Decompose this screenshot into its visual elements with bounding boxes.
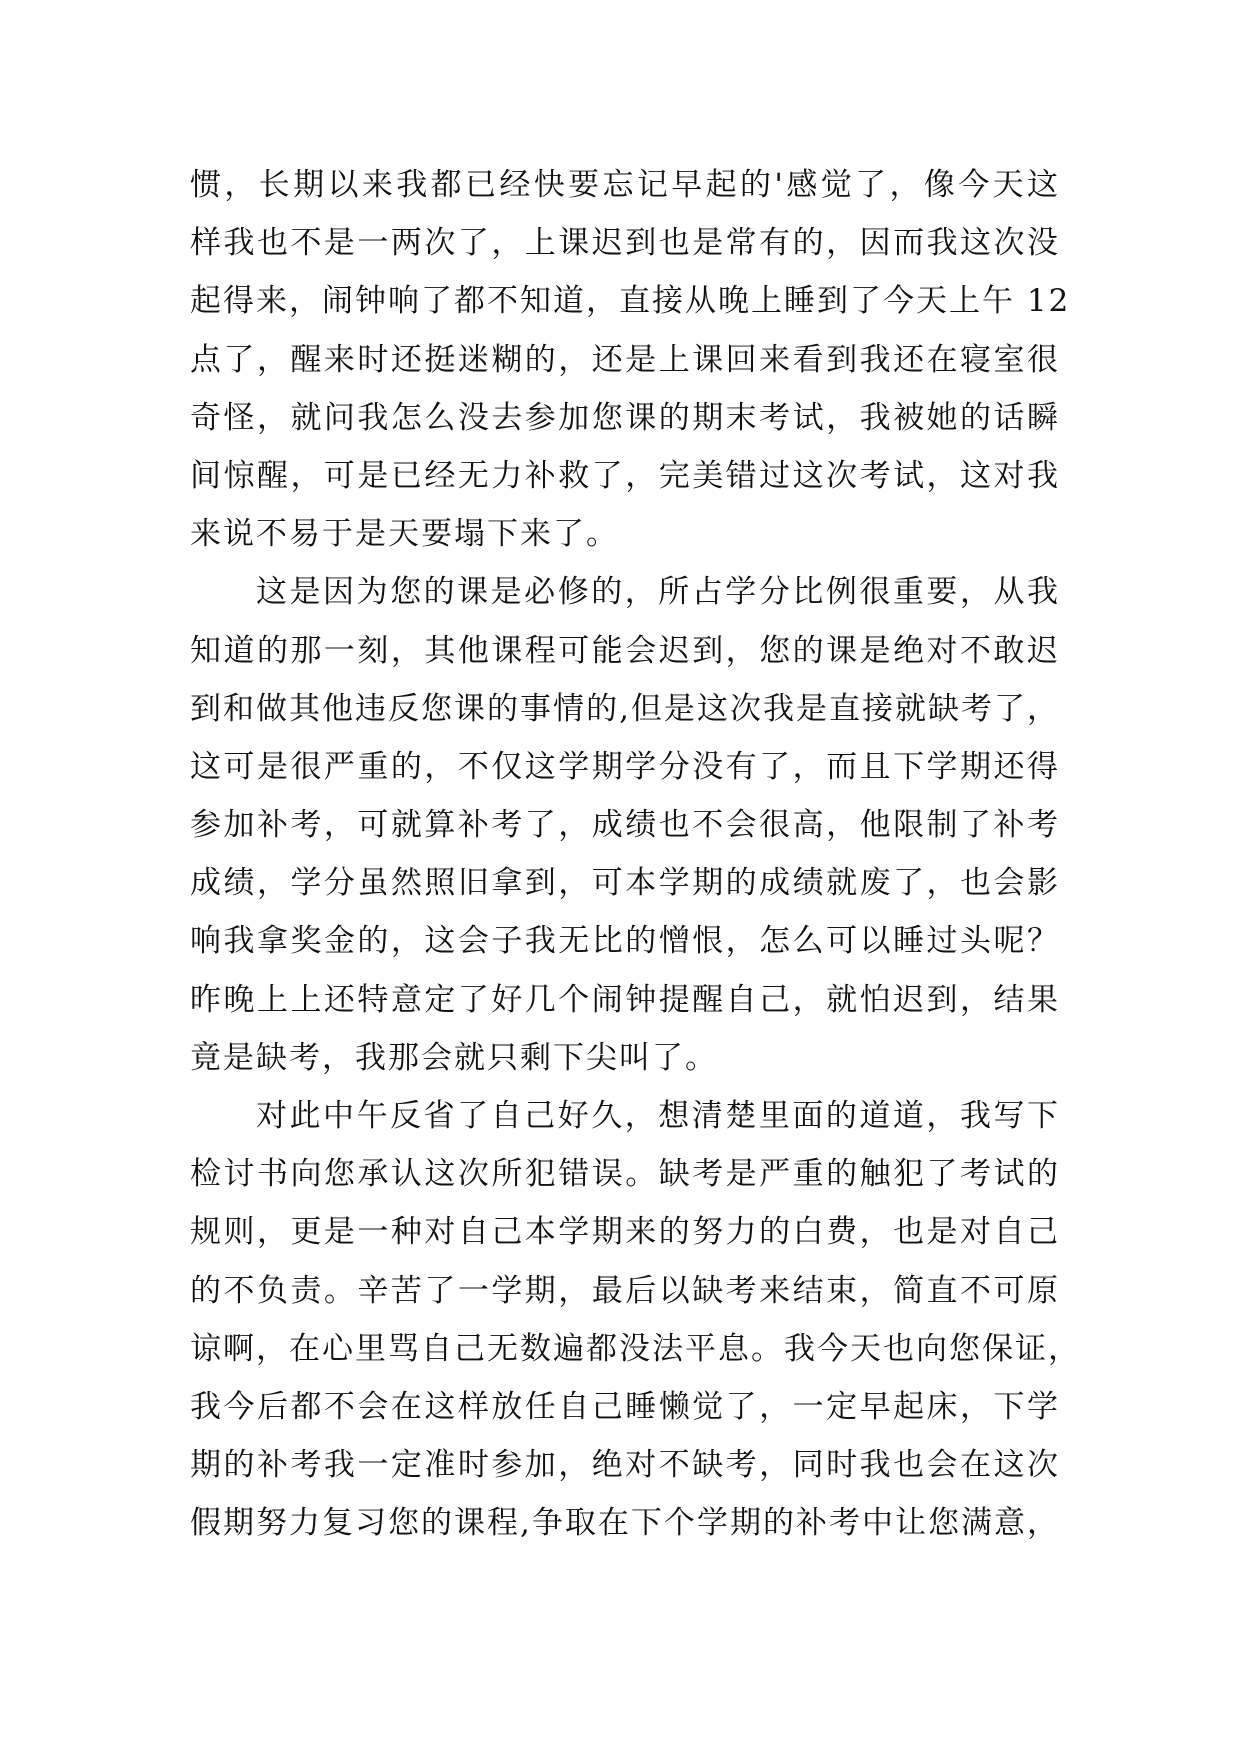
paragraph-1-line-7: 来说不易于是天要塌下来了。: [190, 516, 619, 553]
paragraph-3-line-2: 检讨书向您承认这次所犯错误。缺考是严重的触犯了考试的: [190, 1156, 1060, 1193]
paragraph-2-line-4: 这可是很严重的，不仅这学期学分没有了，而且下学期还得: [190, 748, 1060, 785]
paragraph-3-line-5: 谅啊，在心里骂自己无数遍都没法平息。我今天也向您保证，: [190, 1330, 1081, 1367]
paragraph-3-line-1: 对此中午反省了自己好久，想清楚里面的道道，我写下: [256, 1098, 1060, 1134]
paragraph-1-line-6: 间惊醒，可是已经无力补救了，完美错过这次考试，这对我: [190, 457, 1060, 494]
paragraph-1-line-4: 点了，醒来时还挺迷糊的，还是上课回来看到我还在寝室很: [190, 341, 1060, 378]
paragraph-2-line-2: 知道的那一刻，其他课程可能会迟到，您的课是绝对不敢迟: [190, 632, 1060, 669]
paragraph-1-line-2: 样我也不是一两次了，上课迟到也是常有的，因而我这次没: [190, 225, 1060, 262]
paragraph-2-line-8: 昨晚上上还特意定了好几个闹钟提醒自己，就怕迟到，结果: [190, 981, 1060, 1018]
paragraph-2-line-9: 竟是缺考，我那会就只剩下尖叫了。: [190, 1039, 718, 1076]
paragraph-3-line-7: 期的补考我一定准时参加，绝对不缺考，同时我也会在这次: [190, 1447, 1060, 1484]
paragraph-1-line-1: 惯，长期以来我都已经快要忘记早起的'感觉了，像今天这: [190, 167, 1060, 203]
paragraph-3-line-6: 我今后都不会在这样放任自己睡懒觉了，一定早起床，下学: [190, 1388, 1060, 1425]
paragraph-2-line-3: 到和做其他违反您课的事情的,但是这次我是直接就缺考了，: [190, 690, 1060, 727]
paragraph-3-line-4: 的不负责。辛苦了一学期，最后以缺考来结束，简直不可原: [190, 1272, 1060, 1309]
paragraph-3-line-8: 假期努力复习您的课程,争取在下个学期的补考中让您满意，: [190, 1505, 1060, 1542]
paragraph-2-line-7: 响我拿奖金的，这会子我无比的憎恨，怎么可以睡过头呢？: [190, 923, 1060, 960]
paragraph-2-line-1: 这是因为您的课是必修的，所占学分比例很重要，从我: [256, 574, 1060, 611]
document-body: [190, 156, 1081, 1553]
paragraph-2-line-5: 参加补考，可就算补考了，成绩也不会很高，他限制了补考: [190, 807, 1060, 844]
paragraph-1-line-5: 奇怪，就问我怎么没去参加您课的期末考试，我被她的话瞬: [190, 399, 1060, 436]
paragraph-2-line-6: 成绩，学分虽然照旧拿到，可本学期的成绩就废了，也会影: [190, 865, 1060, 902]
paragraph-3-line-3: 规则，更是一种对自己本学期来的努力的白费，也是对自己: [190, 1214, 1060, 1251]
paragraph-1-line-3: 起得来，闹钟响了都不知道，直接从晚上睡到了今天上午 12: [190, 283, 1071, 320]
